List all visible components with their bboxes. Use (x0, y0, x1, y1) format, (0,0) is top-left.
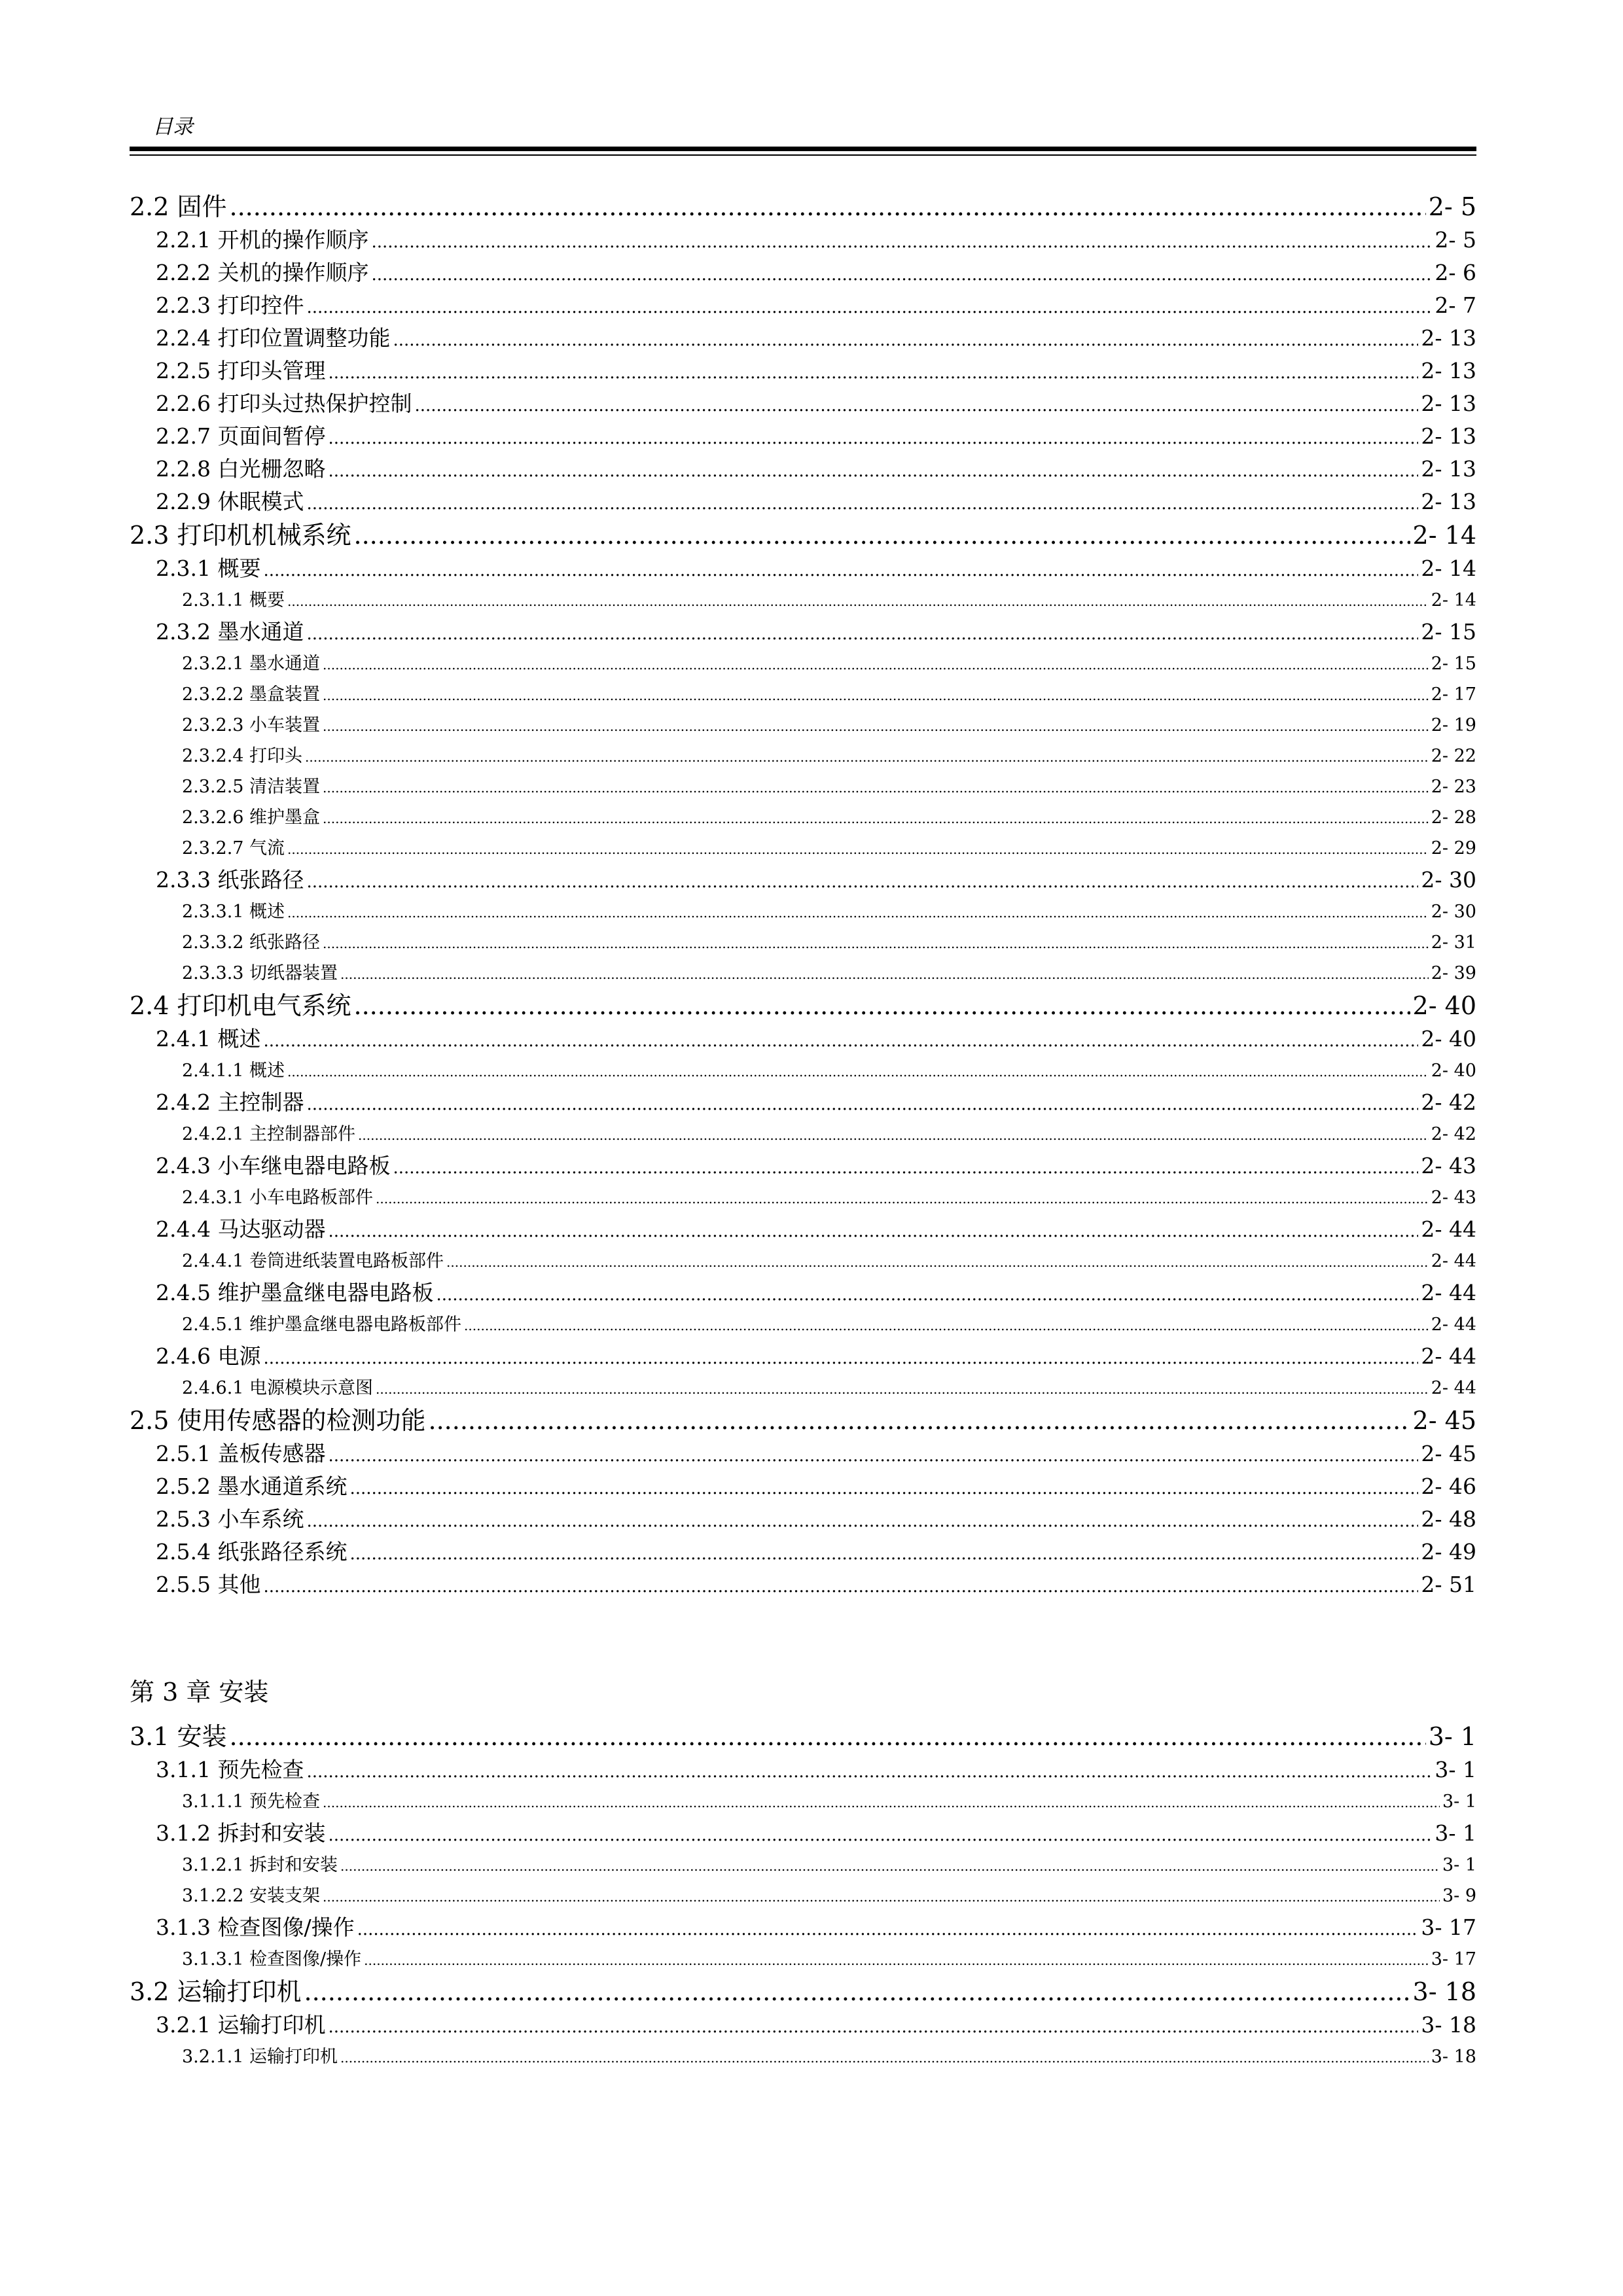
toc-entry-title: 2.3.2.6 维护墨盒 (182, 807, 321, 828)
toc-entry-level-3[interactable] (130, 802, 1476, 833)
toc-entry-page-number: 2- 7 (1435, 292, 1476, 318)
toc-entry-title: 2.3.2.5 清洁装置 (182, 777, 321, 797)
toc-entry-page-number: 3- 9 (1442, 1886, 1476, 1906)
toc-entry-title: 2.3.3.1 概述 (182, 902, 285, 922)
toc-leader-dots (287, 585, 1429, 617)
toc-entry-level-2[interactable] (130, 2009, 1476, 2041)
toc-entry-title: 2.3.2.1 墨水通道 (182, 654, 321, 674)
toc-entry-page-number: 2- 14 (1421, 556, 1476, 581)
toc-entry-page-number: 3- 18 (1421, 2012, 1476, 2038)
toc-entry-level-3[interactable] (130, 1055, 1476, 1086)
toc-entry-level-1[interactable] (130, 1720, 1476, 1754)
toc-leader-dots (349, 1536, 1418, 1570)
toc-entry-page-number: 2- 13 (1421, 489, 1476, 514)
toc-entry-level-3[interactable] (130, 1850, 1476, 1881)
toc-leader-dots (263, 1023, 1418, 1057)
toc-entry-title: 2.3.1 概要 (156, 556, 261, 581)
toc-entry-page-number: 2- 19 (1431, 715, 1476, 735)
toc-entry-level-2[interactable] (130, 1503, 1476, 1536)
toc-entry-page-number: 2- 46 (1421, 1474, 1476, 1499)
toc-entry-page-number: 2- 44 (1421, 1280, 1476, 1305)
toc-entry-level-1[interactable] (130, 518, 1476, 552)
toc-entry-page-number: 2- 14 (1412, 521, 1476, 550)
header-rule-thin (130, 154, 1476, 156)
toc-entry-level-3[interactable] (130, 679, 1476, 710)
toc-entry-title: 2.2.7 页面间暂停 (156, 423, 326, 449)
toc-leader-dots (349, 1470, 1418, 1505)
toc-entry-level-2[interactable] (130, 1438, 1476, 1470)
toc-entry-level-3[interactable] (130, 1309, 1476, 1340)
toc-leader-dots (230, 1720, 1426, 1754)
toc-entry-title: 2.3.3.3 切纸器装置 (182, 963, 338, 983)
toc-entry-page-number: 2- 5 (1435, 227, 1476, 253)
toc-entry-page-number: 2- 49 (1421, 1539, 1476, 1564)
toc-entry-level-2[interactable] (130, 256, 1476, 289)
toc-leader-dots (323, 679, 1429, 711)
toc-entry-level-2[interactable] (130, 1150, 1476, 1182)
toc-entry-title: 2.5 使用传感器的检测功能 (130, 1406, 426, 1435)
toc-entry-level-2[interactable] (130, 1470, 1476, 1503)
toc-entry-page-number: 2- 40 (1412, 991, 1476, 1020)
toc-entry-title: 2.4.4 马达驱动器 (156, 1216, 326, 1242)
toc-entry-title: 2.2.9 休眠模式 (156, 489, 304, 514)
toc-entry-title: 2.3.3.2 纸张路径 (182, 932, 321, 953)
toc-entry-title: 2.4.1.1 概述 (182, 1061, 285, 1081)
toc-entry-title: 2.3.3 纸张路径 (156, 867, 304, 892)
toc-entry-page-number: 2- 44 (1431, 1251, 1476, 1271)
toc-entry-title: 2.4.2 主控制器 (156, 1089, 304, 1115)
chapter-3-title: 第 3 章 安装 (130, 1678, 269, 1706)
toc-entry-page-number: 2- 13 (1421, 358, 1476, 383)
toc-entry-title: 3.2.1.1 运输打印机 (182, 2047, 338, 2067)
toc-entry-level-3[interactable] (130, 958, 1476, 989)
toc-entry-title: 2.4 打印机电气系统 (130, 991, 351, 1020)
toc-leader-dots (328, 2009, 1418, 2043)
toc-leader-dots (328, 453, 1418, 487)
toc-entry-title: 2.5.3 小车系统 (156, 1506, 304, 1532)
toc-entry-page-number: 3- 1 (1428, 1722, 1476, 1751)
toc-leader-dots (306, 864, 1418, 898)
toc-leader-dots (436, 1277, 1418, 1311)
toc-entry-title: 3.1.1 预先检查 (156, 1757, 304, 1782)
toc-entry-title: 2.2.4 打印位置调整功能 (156, 325, 391, 351)
toc-entry-level-3[interactable] (130, 896, 1476, 927)
toc-entry-page-number: 2- 31 (1431, 932, 1476, 953)
toc-leader-dots (446, 1246, 1429, 1278)
toc-entry-title: 2.3.2.4 打印头 (182, 746, 303, 766)
toc-leader-dots (306, 289, 1432, 324)
toc-leader-dots (263, 552, 1418, 587)
toc-leader-dots (371, 256, 1432, 291)
toc-entry-level-3[interactable] (130, 1786, 1476, 1817)
toc-leader-dots (464, 1309, 1429, 1341)
toc-entry-level-2[interactable] (130, 552, 1476, 585)
toc-leader-dots (354, 518, 1410, 552)
toc-entry-level-3[interactable] (130, 710, 1476, 741)
toc-entry-title: 2.2.1 开机的操作顺序 (156, 227, 369, 253)
toc-leader-dots (323, 927, 1429, 959)
toc-leader-dots (263, 1568, 1418, 1603)
toc-leader-dots (357, 1911, 1419, 1946)
toc-entry-title: 2.4.2.1 主控制器部件 (182, 1124, 356, 1144)
toc-entry-page-number: 2- 44 (1431, 1378, 1476, 1398)
toc-entry-level-2[interactable] (130, 1568, 1476, 1601)
toc-entry-title: 2.3.2.2 墨盒装置 (182, 684, 321, 705)
toc-entry-title: 3.1 安装 (130, 1722, 227, 1751)
toc-entry-page-number: 2- 13 (1421, 423, 1476, 449)
toc-leader-dots (306, 1086, 1418, 1121)
toc-leader-dots (328, 355, 1418, 389)
toc-entry-title: 2.5.5 其他 (156, 1572, 261, 1597)
toc-entry-level-3[interactable] (130, 927, 1476, 958)
toc-entry-level-1[interactable] (130, 1975, 1476, 2009)
toc-entry-page-number: 2- 42 (1431, 1124, 1476, 1144)
toc-entry-title: 2.4.4.1 卷筒进纸装置电路板部件 (182, 1251, 444, 1271)
toc-entry-title: 2.2.6 打印头过热保护控制 (156, 391, 412, 416)
toc-leader-dots (376, 1182, 1429, 1214)
toc-entry-level-2[interactable] (130, 289, 1476, 322)
toc-entry-title: 3.1.3 检查图像/操作 (156, 1915, 355, 1940)
toc-leader-dots (328, 1213, 1418, 1248)
toc-leader-dots (305, 741, 1429, 773)
toc-leader-dots (340, 958, 1429, 990)
toc-entry-level-2[interactable] (130, 486, 1476, 518)
toc-entry-page-number: 3- 1 (1435, 1820, 1476, 1846)
toc-entry-page-number: 2- 43 (1421, 1153, 1476, 1178)
toc-entry-page-number: 2- 15 (1431, 654, 1476, 674)
toc-leader-dots (306, 486, 1418, 520)
toc-entry-page-number: 2- 6 (1435, 260, 1476, 285)
toc-entry-level-3[interactable] (130, 1944, 1476, 1975)
toc-entry-title: 3.2 运输打印机 (130, 1977, 302, 2006)
page-header-title: 目录 (152, 115, 193, 139)
toc-entry-level-3[interactable] (130, 1881, 1476, 1911)
toc-leader-dots (287, 896, 1429, 928)
toc-leader-dots (323, 1786, 1440, 1818)
toc-leader-dots (323, 648, 1429, 680)
toc-leader-dots (393, 322, 1418, 357)
toc-entry-page-number: 2- 23 (1431, 777, 1476, 797)
toc-entry-page-number: 2- 30 (1421, 867, 1476, 892)
toc-entry-page-number: 2- 42 (1421, 1089, 1476, 1115)
toc-entry-title: 2.3.2.3 小车装置 (182, 715, 321, 735)
toc-entry-page-number: 3- 17 (1431, 1949, 1476, 1969)
toc-leader-dots (304, 1975, 1410, 2009)
toc-entry-page-number: 2- 45 (1412, 1406, 1476, 1435)
toc-entry-title: 3.2.1 运输打印机 (156, 2012, 326, 2038)
toc-entry-page-number: 2- 17 (1431, 684, 1476, 705)
toc-entry-page-number: 2- 14 (1431, 590, 1476, 610)
toc-entry-title: 2.3 打印机机械系统 (130, 521, 351, 550)
toc-entry-level-3[interactable] (130, 833, 1476, 864)
toc-entry-level-3[interactable] (130, 1119, 1476, 1150)
toc-entry-page-number: 2- 44 (1431, 1315, 1476, 1335)
toc-leader-dots (323, 710, 1429, 742)
toc-section-chapter2 (130, 190, 1476, 1601)
toc-section-chapter3 (130, 1720, 1476, 2072)
toc-entry-page-number: 2- 45 (1421, 1441, 1476, 1466)
toc-leader-dots (364, 1944, 1429, 1976)
toc-entry-title: 2.3.1.1 概要 (182, 590, 285, 610)
toc-leader-dots (263, 1340, 1418, 1375)
toc-entry-title: 2.5.4 纸张路径系统 (156, 1539, 348, 1564)
toc-entry-title: 3.1.2.2 安装支架 (182, 1886, 321, 1906)
toc-entry-level-2[interactable] (130, 1023, 1476, 1055)
toc-entry-title: 2.4.5.1 维护墨盒继电器电路板部件 (182, 1315, 462, 1335)
toc-entry-level-2[interactable] (130, 1536, 1476, 1568)
toc-entry-level-3[interactable] (130, 2041, 1476, 2072)
toc-entry-level-2[interactable] (130, 1754, 1476, 1786)
toc-entry-level-3[interactable] (130, 1246, 1476, 1277)
toc-entry-title: 2.4.6.1 电源模块示意图 (182, 1378, 374, 1398)
toc-entry-page-number: 3- 18 (1412, 1977, 1476, 2006)
toc-leader-dots (323, 771, 1429, 804)
toc-entry-level-2[interactable] (130, 420, 1476, 453)
toc-entry-title: 2.4.6 电源 (156, 1343, 261, 1369)
toc-leader-dots (328, 420, 1418, 455)
toc-entry-page-number: 3- 17 (1421, 1915, 1476, 1940)
toc-entry-level-2[interactable] (130, 864, 1476, 896)
toc-entry-level-2[interactable] (130, 1277, 1476, 1309)
toc-entry-page-number: 2- 48 (1421, 1506, 1476, 1532)
toc-entry-title: 2.5.1 盖板传感器 (156, 1441, 326, 1466)
toc-entry-page-number: 2- 29 (1431, 838, 1476, 858)
toc-leader-dots (306, 616, 1418, 650)
toc-entry-page-number: 3- 1 (1435, 1757, 1476, 1782)
toc-entry-level-3[interactable] (130, 741, 1476, 771)
toc-entry-title: 2.4.3 小车继电器电路板 (156, 1153, 391, 1178)
toc-entry-page-number: 3- 1 (1442, 1792, 1476, 1812)
toc-leader-dots (287, 833, 1429, 865)
toc-entry-title: 3.1.2.1 拆封和安装 (182, 1855, 338, 1875)
toc-leader-dots (328, 1817, 1432, 1852)
toc-entry-level-2[interactable] (130, 322, 1476, 355)
toc-entry-level-2[interactable] (130, 224, 1476, 256)
toc-entry-title: 2.2 固件 (130, 192, 227, 221)
toc-leader-dots (376, 1373, 1429, 1405)
toc-entry-page-number: 2- 30 (1431, 902, 1476, 922)
toc-entry-title: 2.3.2 墨水通道 (156, 619, 304, 645)
toc-entry-level-2[interactable] (130, 355, 1476, 387)
toc-entry-page-number: 2- 22 (1431, 746, 1476, 766)
toc-entry-page-number: 2- 43 (1431, 1188, 1476, 1208)
toc-entry-title: 2.3.2.7 气流 (182, 838, 285, 858)
toc-entry-page-number: 2- 13 (1421, 325, 1476, 351)
toc-entry-title: 2.2.2 关机的操作顺序 (156, 260, 369, 285)
toc-entry-level-3[interactable] (130, 771, 1476, 802)
toc-entry-level-2[interactable] (130, 1086, 1476, 1119)
toc-entry-page-number: 3- 1 (1442, 1855, 1476, 1875)
toc-entry-title: 2.2.5 打印头管理 (156, 358, 326, 383)
toc-entry-title: 2.5.2 墨水通道系统 (156, 1474, 348, 1499)
toc-entry-page-number: 2- 39 (1431, 963, 1476, 983)
toc-entry-page-number: 2- 40 (1431, 1061, 1476, 1081)
toc-entry-level-2[interactable] (130, 1911, 1476, 1944)
toc-leader-dots (230, 190, 1426, 224)
toc-entry-page-number: 2- 13 (1421, 391, 1476, 416)
toc-entry-title: 2.4.1 概述 (156, 1026, 261, 1051)
toc-entry-title: 2.2.8 白光栅忽略 (156, 456, 326, 482)
toc-leader-dots (354, 989, 1410, 1023)
toc-leader-dots (429, 1404, 1410, 1438)
toc-entry-page-number: 2- 15 (1421, 619, 1476, 645)
toc-entry-title: 3.1.3.1 检查图像/操作 (182, 1949, 362, 1969)
toc-entry-level-3[interactable] (130, 1182, 1476, 1213)
toc-leader-dots (340, 1850, 1440, 1882)
toc-leader-dots (306, 1503, 1418, 1538)
toc-leader-dots (340, 2041, 1429, 2074)
toc-entry-level-1[interactable] (130, 1404, 1476, 1438)
toc-entry-level-2[interactable] (130, 1213, 1476, 1246)
toc-entry-page-number: 2- 5 (1428, 192, 1476, 221)
toc-entry-page-number: 3- 18 (1431, 2047, 1476, 2067)
toc-entry-level-2[interactable] (130, 1817, 1476, 1850)
toc-entry-title: 3.1.2 拆封和安装 (156, 1820, 326, 1846)
toc-leader-dots (287, 1055, 1429, 1087)
toc-leader-dots (358, 1119, 1429, 1151)
toc-entry-page-number: 2- 44 (1421, 1343, 1476, 1369)
toc-entry-level-3[interactable] (130, 648, 1476, 679)
toc-entry-level-1[interactable] (130, 190, 1476, 224)
toc-entry-page-number: 2- 51 (1421, 1572, 1476, 1597)
toc-entry-title: 2.4.5 维护墨盒继电器电路板 (156, 1280, 434, 1305)
toc-leader-dots (328, 1438, 1418, 1472)
toc-entry-page-number: 2- 44 (1421, 1216, 1476, 1242)
toc-leader-dots (414, 387, 1418, 422)
toc-entry-page-number: 2- 28 (1431, 807, 1476, 828)
toc-entry-page-number: 2- 13 (1421, 456, 1476, 482)
toc-leader-dots (323, 802, 1429, 834)
toc-entry-page-number: 2- 40 (1421, 1026, 1476, 1051)
toc-leader-dots (306, 1754, 1432, 1788)
toc-leader-dots (393, 1150, 1418, 1184)
toc-entry-level-3[interactable] (130, 1373, 1476, 1404)
toc-entry-title: 3.1.1.1 预先检查 (182, 1792, 321, 1812)
toc-entry-title: 2.2.3 打印控件 (156, 292, 304, 318)
header-rule-thick (130, 147, 1476, 151)
toc-entry-level-1[interactable] (130, 989, 1476, 1023)
toc-entry-level-3[interactable] (130, 585, 1476, 616)
toc-leader-dots (371, 224, 1432, 258)
toc-entry-level-2[interactable] (130, 387, 1476, 420)
toc-leader-dots (323, 1881, 1440, 1913)
toc-entry-title: 2.4.3.1 小车电路板部件 (182, 1188, 374, 1208)
toc-entry-level-2[interactable] (130, 1340, 1476, 1373)
toc-entry-level-2[interactable] (130, 453, 1476, 486)
toc-entry-level-2[interactable] (130, 616, 1476, 648)
